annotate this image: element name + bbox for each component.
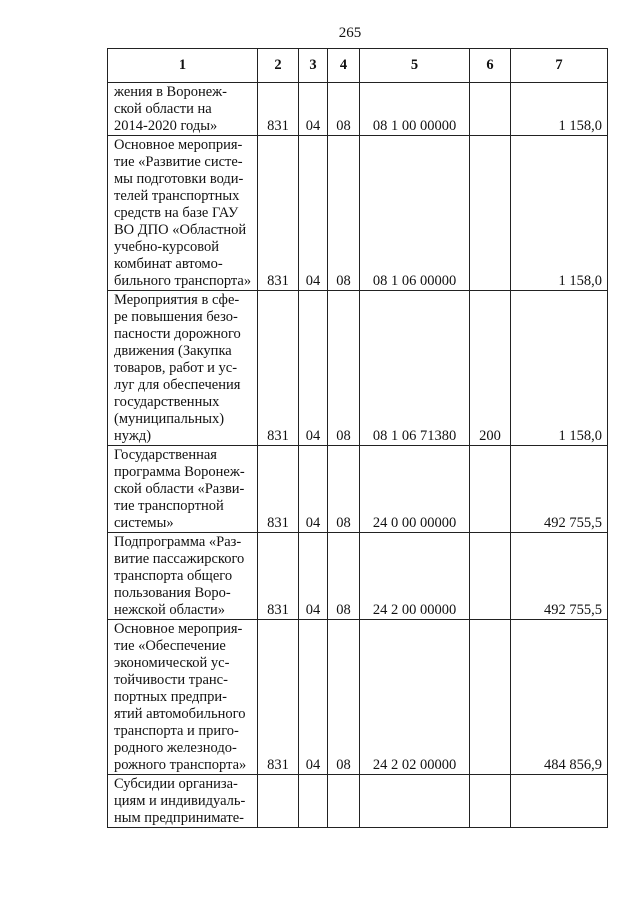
header-cell: 1 xyxy=(108,49,258,83)
table-body xyxy=(108,83,608,828)
ministry-code-cell: 831 xyxy=(258,533,299,620)
subsection-code-cell: 08 xyxy=(328,136,360,291)
subsection-code-cell xyxy=(328,775,360,828)
description-cell xyxy=(108,136,258,291)
subsection-code-cell: 08 xyxy=(328,291,360,446)
description-line: тие транспортной xyxy=(114,498,224,514)
description-line: ВО ДПО «Областной xyxy=(114,222,247,238)
description-line: Основное мероприя- xyxy=(114,621,243,637)
section-code-cell: 04 xyxy=(299,620,328,775)
amount-cell: 1 158,0 xyxy=(511,83,608,136)
description-line: 2014-2020 годы» xyxy=(114,118,218,134)
header-cell: 7 xyxy=(511,49,608,83)
description-line: телей транспортных xyxy=(114,188,240,204)
description-line: нужд) xyxy=(114,428,152,444)
description-line: луг для обеспечения xyxy=(114,377,241,393)
header-cell: 6 xyxy=(470,49,511,83)
section-code-cell: 04 xyxy=(299,446,328,533)
expense-type-cell xyxy=(470,533,511,620)
description-line: мы подготовки води- xyxy=(114,171,244,187)
description-line: нежской области» xyxy=(114,602,226,618)
description-line: государственных xyxy=(114,394,220,410)
header-row xyxy=(108,49,608,83)
target-article-cell: 24 2 00 00000 xyxy=(360,533,470,620)
description-line: движения (Закупка xyxy=(114,343,232,359)
description-line: транспорта и приго- xyxy=(114,723,239,739)
description-line: бильного транспорта» xyxy=(114,273,252,289)
table-row xyxy=(108,291,608,446)
ministry-code-cell xyxy=(258,775,299,828)
header-cell: 2 xyxy=(258,49,299,83)
description-line: Подпрограмма «Раз- xyxy=(114,534,242,550)
description-line: рожного транспорта» xyxy=(114,757,247,773)
description-cell xyxy=(108,446,258,533)
target-article-cell: 24 0 00 00000 xyxy=(360,446,470,533)
description-line: Государственная xyxy=(114,447,217,463)
section-code-cell: 04 xyxy=(299,136,328,291)
subsection-code-cell: 08 xyxy=(328,446,360,533)
ministry-code-cell: 831 xyxy=(258,620,299,775)
section-code-cell: 04 xyxy=(299,83,328,136)
target-article-cell xyxy=(360,775,470,828)
section-code-cell: 04 xyxy=(299,291,328,446)
table-row xyxy=(108,136,608,291)
target-article-cell: 08 1 00 00000 xyxy=(360,83,470,136)
description-line: Мероприятия в сфе- xyxy=(114,292,240,308)
description-line: тойчивости транс- xyxy=(114,672,228,688)
header-cell: 3 xyxy=(299,49,328,83)
amount-cell: 492 755,5 xyxy=(511,446,608,533)
target-article-cell: 08 1 06 71380 xyxy=(360,291,470,446)
amount-cell: 484 856,9 xyxy=(511,620,608,775)
ministry-code-cell: 831 xyxy=(258,291,299,446)
amount-cell xyxy=(511,775,608,828)
description-line: учебно-курсовой xyxy=(114,239,219,255)
description-line: экономической ус- xyxy=(114,655,230,671)
description-line: средств на базе ГАУ xyxy=(114,205,239,221)
subsection-code-cell: 08 xyxy=(328,533,360,620)
amount-cell: 1 158,0 xyxy=(511,136,608,291)
description-line: ской области «Разви- xyxy=(114,481,245,497)
amount-cell: 492 755,5 xyxy=(511,533,608,620)
table-row xyxy=(108,620,608,775)
budget-table xyxy=(107,48,608,828)
description-line: ятий автомобильного xyxy=(114,706,246,722)
section-code-cell xyxy=(299,775,328,828)
ministry-code-cell: 831 xyxy=(258,446,299,533)
description-line: пользования Воро- xyxy=(114,585,231,601)
description-line: товаров, работ и ус- xyxy=(114,360,238,376)
description-line: пасности дорожного xyxy=(114,326,241,342)
ministry-code-cell: 831 xyxy=(258,136,299,291)
expense-type-cell xyxy=(470,136,511,291)
section-code-cell: 04 xyxy=(299,533,328,620)
target-article-cell: 24 2 02 00000 xyxy=(360,620,470,775)
description-line: ской области на xyxy=(114,101,212,117)
description-line: тие «Развитие систе- xyxy=(114,154,243,170)
description-line: программа Воронеж- xyxy=(114,464,245,480)
description-line: комбинат автомо- xyxy=(114,256,223,272)
description-line: жения в Воронеж- xyxy=(114,84,228,100)
header-cell: 5 xyxy=(360,49,470,83)
description-line: ным предпринимате- xyxy=(114,810,244,826)
subsection-code-cell: 08 xyxy=(328,83,360,136)
description-line: транспорта общего xyxy=(114,568,233,584)
subsection-code-cell: 08 xyxy=(328,620,360,775)
description-cell xyxy=(108,83,258,136)
table-row xyxy=(108,775,608,828)
description-line: Субсидии организа- xyxy=(114,776,238,792)
expense-type-cell xyxy=(470,83,511,136)
description-line: родного железнодо- xyxy=(114,740,237,756)
description-line: портных предпри- xyxy=(114,689,228,705)
table-row xyxy=(108,83,608,136)
description-line: системы» xyxy=(114,515,174,531)
description-line: (муниципальных) xyxy=(114,411,225,427)
description-line: тие «Обеспечение xyxy=(114,638,226,654)
expense-type-cell: 200 xyxy=(470,291,511,446)
table-row xyxy=(108,533,608,620)
description-cell xyxy=(108,775,258,828)
page-number: 265 xyxy=(338,25,362,41)
target-article-cell: 08 1 06 00000 xyxy=(360,136,470,291)
description-cell xyxy=(108,291,258,446)
description-cell xyxy=(108,620,258,775)
description-line: ре повышения безо- xyxy=(114,309,238,325)
expense-type-cell xyxy=(470,775,511,828)
expense-type-cell xyxy=(470,446,511,533)
description-line: витие пассажирского xyxy=(114,551,245,567)
description-line: циям и индивидуаль- xyxy=(114,793,246,809)
expense-type-cell xyxy=(470,620,511,775)
amount-cell: 1 158,0 xyxy=(511,291,608,446)
ministry-code-cell: 831 xyxy=(258,83,299,136)
header-cell: 4 xyxy=(328,49,360,83)
table-row xyxy=(108,446,608,533)
description-cell xyxy=(108,533,258,620)
description-line: Основное мероприя- xyxy=(114,137,243,153)
